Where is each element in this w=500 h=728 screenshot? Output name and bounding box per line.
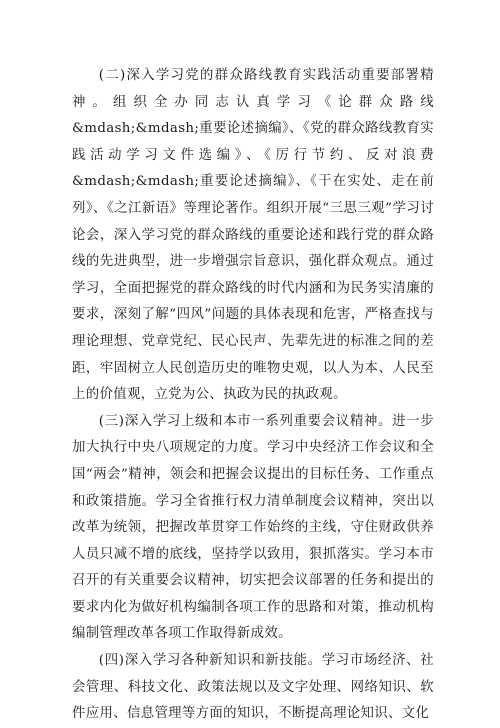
paragraph-section-3: (三)深入学习上级和本市一系列重要会议精神。进一步加大执行中央八项规定的力度。学习中央经济工作会议和全国“两会”精神，领会和把握会议提出的目标任务、工作重点和政策措施。学习全省推行权力清单制度会议精神，突出以改革为统领，把握改革贯穿工作始终的主线，守住财政供养人员只减不增的底线，坚持学以致用，狠抓落实。学习本市召开的有关重要会议精神，切实把会议部署的任务和提出的要求内化为做好机构编制各项工作的思路和对策，推动机构编制管理改革各项工作取得新成效。 — [72, 413, 434, 642]
document-body — [72, 63, 434, 728]
paragraph-section-4: (四)深入学习各种新知识和新技能。学习市场经济、社会管理、科技文化、政策法规以及文字处理、网络知识、软件应用、信息管理等方面的知识，不断提高理论知识、文化 — [72, 653, 434, 722]
paragraph-section-2: (二)深入学习党的群众路线教育实践活动重要部署精神。组织全办同志认真学习《论群众路线&mdash;&mdash;重要论述摘编》、《党的群众路线教育实践活动学习文件选编》、《厉行节约、反对浪费&mdash;&mdash;重要论述摘编》、《干在实处、走在前列》、《之江新语》等理论著作。组织开展“三思三观”学习讨论会，深入学习党的群众路线的重要论述和践行党的群众路线的先进典型，进一步增强宗旨意识，强化群众观点。通过学习，全面把握党的群众路线的时代内涵和为民务实清廉的要求，深刻了解“四风”问题的具体表现和危害，严格查找与理论理想、党章党纪、民心民声、先辈先进的标准之间的差距，牢固树立人民创造历史的唯物史观，以人为本、人民至上的价值观，立党为公、执政为民的执政观。 — [72, 68, 434, 403]
